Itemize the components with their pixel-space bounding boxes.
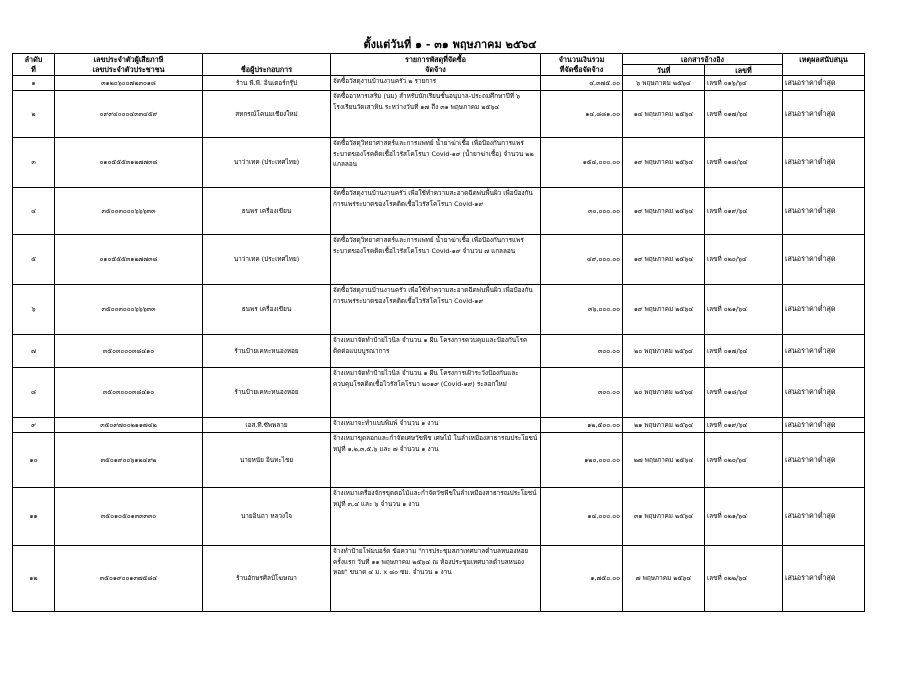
cell-description: จัดซื้อวัสดุงานบ้านงานครัว เพื่อใช้ทำความสะอาดฉีดพ่นพื้นผิว เพื่อป้องกันการแพร่ระบาดของโรคติดเชื้อไวรัสโคโรนา Covid-๑๙ (331, 285, 541, 335)
cell-ref-no: เลขที่ ๐๑๖/๖๔ (705, 76, 783, 91)
table-row (13, 285, 865, 335)
cell-ref-date: ๑๙ พฤษภาคม ๒๕๖๔ (623, 188, 705, 235)
table-row (13, 418, 865, 433)
cell-tax-id: ๓๑๒๐๖๐๐๗๒๓๐๑๘ (55, 76, 203, 91)
cell-no: ๑๐ (13, 433, 55, 488)
cell-amount: ๑๔,๘๘๑.๐๐ (541, 91, 623, 138)
header-item: รายการพัสดุที่จัดซื้อ (331, 54, 541, 65)
header-tax-id-2: เลขประจำตัวประชาชน (55, 65, 203, 76)
cell-vendor: นายหนัย อินทะไชย (203, 433, 331, 488)
table-row (13, 433, 865, 488)
cell-vendor: นายอินถา หลวงใจ (203, 488, 331, 546)
cell-description: จ้างเหมาขุดลอกและกำจัดเศษวัชพืช เศษไม้ ในลำเหมืองสาธารณประโยชน์ หมู่ที่ ๑,๒,๓,๕,๖ และ ๗ จำนวน ๑ งาน (331, 433, 541, 488)
header-no-2: ที่ (13, 65, 55, 76)
cell-description: จ้างเหมาจัดทำป้ายไวนิล จำนวน ๑ ผืน โครงการควบคุมและป้องกันโรคติดต่อแบบบูรณาการ (331, 335, 541, 368)
cell-no: ๑๑ (13, 488, 55, 546)
header-reason: เหตุผลสนับสนุน (783, 54, 865, 65)
table-row (13, 76, 865, 91)
cell-amount: ๑๕๔,๐๐๐.๐๐ (541, 138, 623, 188)
table-row (13, 235, 865, 285)
header-vendor-top (203, 54, 331, 65)
cell-reason: เสนอราคาต่ำสุด (783, 76, 865, 91)
cell-tax-id: ๓๕๐๐๓๐๐๐๖๖๖๓๓ (55, 188, 203, 235)
cell-description: จ้างเหมาจัดทำป้ายไวนิล จำนวน ๑ ผืน โครงการเฝ้าระวังป้องกันและควบคุมโรคติดเชื้อไวรัสโคโรนา ๒๐๑๙ (Covid-๑๙) ระลอกใหม่ (331, 368, 541, 418)
cell-description: จ้างทำป้ายโฟมบอร์ด ข้อความ "การประชุมสภาเทศบาลตำบลหนองหอย ครั้งแรก วันที่ ๑๑ พฤษภาคม ๒๕๖๔ ณ ห้องประชุมเทศบาลตำบลหนองหอย" ขนาด ๔ ม. x ๘๐ ซม. จำนวน ๑ งาน (331, 546, 541, 612)
cell-no: ๒ (13, 91, 55, 138)
cell-description: จัดซื้อวัสดุงานบ้านงานครัว ๒ รายการ (331, 76, 541, 91)
cell-tax-id: ๓๕๐๓๐๐๐๓๘๔๑๐ (55, 368, 203, 418)
header-reference: เอกสารอ้างอิง (623, 54, 783, 65)
cell-vendor: ร้านป้ายเคหะหนองหอย (203, 368, 331, 418)
cell-no: ๑๒ (13, 546, 55, 612)
cell-tax-id: ๐๑๐๕๕๕๓๑๒๗๗๓๘ (55, 138, 203, 188)
cell-ref-date: ๗ พฤษภาคม ๒๕๖๔ (623, 546, 705, 612)
cell-ref-no: เลขที่ ๐๑๗/๖๔ (705, 91, 783, 138)
header-no: ลำดับ (13, 54, 55, 65)
cell-amount: ๑๒๐,๐๐๐.๐๐ (541, 433, 623, 488)
cell-ref-no: เลขที่ ๐๒๐/๖๔ (705, 433, 783, 488)
procurement-table (12, 53, 865, 612)
cell-ref-date: ๑๔ พฤษภาคม ๒๕๖๔ (623, 91, 705, 138)
header-amount-2: ที่จัดซื้อจัดจ้าง (541, 65, 623, 76)
cell-tax-id: ๓๕๐๑๙๐๐๑๓๗๕๘๔ (55, 546, 203, 612)
cell-ref-date: ๒๐ พฤษภาคม ๒๕๖๔ (623, 368, 705, 418)
header-ref-no: เลขที่ (705, 65, 783, 76)
cell-reason: เสนอราคาต่ำสุด (783, 91, 865, 138)
table-row (13, 188, 865, 235)
cell-no: ๕ (13, 235, 55, 285)
cell-vendor: สหกรณ์โคนมเชียงใหม่ (203, 91, 331, 138)
cell-tax-id: ๐๑๐๕๕๕๓๑๒๗๗๓๘ (55, 235, 203, 285)
cell-no: ๓ (13, 138, 55, 188)
cell-ref-date: ๑๙ พฤษภาคม ๒๕๖๔ (623, 235, 705, 285)
table-row (13, 335, 865, 368)
cell-amount: ๓๐,๐๐๐.๐๐ (541, 188, 623, 235)
table-row (13, 368, 865, 418)
cell-description: จ้างเหมาจะทำแบบพิมพ์ จำนวน ๑ งาน (331, 418, 541, 433)
header-row-1 (13, 54, 865, 65)
cell-vendor: ร้านป้ายเคหะหนองหอย (203, 335, 331, 368)
cell-reason: เสนอราคาต่ำสุด (783, 188, 865, 235)
cell-amount: ๑๒,๕๐๐.๐๐ (541, 418, 623, 433)
cell-no: ๖ (13, 285, 55, 335)
cell-vendor: ร้านอักษรศิลป์โฆษณา (203, 546, 331, 612)
cell-ref-no: เลขที่ ๐๒๐/๖๔ (705, 235, 783, 285)
cell-tax-id: ๓๕๐๑๙๐๐๖๑๒๔๙๒ (55, 433, 203, 488)
cell-reason: เสนอราคาต่ำสุด (783, 418, 865, 433)
cell-description: จ้างเหมาเครื่องจักรขุดตอไม้และกำจัดวัชพืชในลำเหมืองสาธารณประโยชน์ หมู่ที่ ๓,๔ และ ๖ จำนวน ๑ งาน (331, 488, 541, 546)
table-row (13, 546, 865, 612)
header-tax-id: เลขประจำตัวผู้เสียภาษี (55, 54, 203, 65)
cell-ref-no: เลขที่ ๐๑๙/๖๔ (705, 188, 783, 235)
cell-no: ๙ (13, 418, 55, 433)
cell-description: จัดซื้อวัสดุวิทยาศาสตร์และการแพทย์ น้ำยาฆ่าเชื้อ เพื่อป้องกันการแพร่ระบาดของโรคติดเชื้อไวรัสโคโรนา Covid-๑๙ จำนวน ๗ แกลลอน (331, 235, 541, 285)
cell-ref-no: เลขที่ ๐๑๘/๖๔ (705, 138, 783, 188)
cell-amount: ๑,๗๕๐.๐๐ (541, 546, 623, 612)
header-amount: จำนวนเงินรวม (541, 54, 623, 65)
cell-ref-date: ๒๗ พฤษภาคม ๒๕๖๔ (623, 433, 705, 488)
page-title: ตั้งแต่วันที่ ๑ - ๓๑ พฤษภาคม ๒๕๖๔ (363, 38, 537, 51)
cell-description: จัดซื้อวัสดุวิทยาศาสตร์และการแพทย์ น้ำยาฆ่าเชื้อ เพื่อป้องกันการแพร่ระบาดของโรคติดเชื้อไวรัสโคโรนา Covid-๑๙ (น้ำยาฆ่าเชื้อ) จำนวน ๒๒ แกลลอน (331, 138, 541, 188)
cell-ref-no: เลขที่ ๐๒๑/๖๔ (705, 285, 783, 335)
header-reason-2 (783, 65, 865, 76)
cell-no: ๗ (13, 335, 55, 368)
cell-amount: ๔๙,๐๐๐.๐๐ (541, 235, 623, 285)
cell-reason: เสนอราคาต่ำสุด (783, 138, 865, 188)
cell-vendor: นาว่าเทค (ประเทศไทย) (203, 138, 331, 188)
table-row (13, 138, 865, 188)
cell-reason: เสนอราคาต่ำสุด (783, 335, 865, 368)
cell-description: จัดซื้ออาหารเสริม (นม) สำหรับนักเรียนชั้นอนุบาล-ประถมศึกษาปีที่ ๖ โรงเรียนวัดเสาหิน ระหว่างวันที่ ๑๗ ถึง ๓๑ พฤษภาคม ๒๕๖๔ (331, 91, 541, 138)
header-vendor: ชื่อผู้ประกอบการ (203, 65, 331, 76)
cell-tax-id: ๓๕๐๙๗๐๐๒๑๑๗๔๒ (55, 418, 203, 433)
cell-reason: เสนอราคาต่ำสุด (783, 368, 865, 418)
cell-amount: ๔,๓๗๕.๐๐ (541, 76, 623, 91)
cell-description: จัดซื้อวัสดุงานบ้านงานครัว เพื่อใช้ทำความสะอาดฉีดพ่นพื้นผิว เพื่อป้องกันการแพร่ระบาดของโรคติดเชื้อไวรัสโคโรนา Covid-๑๙ (331, 188, 541, 235)
cell-ref-date: ๑๙ พฤษภาคม ๒๕๖๔ (623, 285, 705, 335)
header-item-2: จัดจ้าง (331, 65, 541, 76)
cell-reason: เสนอราคาต่ำสุด (783, 235, 865, 285)
table-row (13, 91, 865, 138)
table-row (13, 488, 865, 546)
cell-ref-date: ๒๑ พฤษภาคม ๒๕๖๔ (623, 418, 705, 433)
cell-amount: ๓๖,๐๐๐.๐๐ (541, 285, 623, 335)
cell-vendor: ธนพร เครื่องเขียน (203, 188, 331, 235)
header-row-2 (13, 65, 865, 76)
header-ref-date: วันที่ (623, 65, 705, 76)
cell-no: ๔ (13, 188, 55, 235)
cell-tax-id: ๓๕๐๓๐๐๐๓๘๔๑๐ (55, 335, 203, 368)
cell-ref-date: ๖ พฤษภาคม ๒๕๖๔ (623, 76, 705, 91)
cell-vendor: ธนพร เครื่องเขียน (203, 285, 331, 335)
cell-ref-no: เลขที่ ๐๒๒/๖๔ (705, 546, 783, 612)
cell-vendor: นาว่าเทค (ประเทศไทย) (203, 235, 331, 285)
cell-amount: ๓๐๐.๐๐ (541, 335, 623, 368)
cell-no: ๘ (13, 368, 55, 418)
cell-amount: ๑๔,๐๐๐.๐๐ (541, 488, 623, 546)
cell-ref-date: ๒๐ พฤษภาคม ๒๕๖๔ (623, 335, 705, 368)
cell-ref-date: ๓๑ พฤษภาคม ๒๕๖๔ (623, 488, 705, 546)
cell-reason: เสนอราคาต่ำสุด (783, 433, 865, 488)
cell-ref-no: เลขที่ ๐๑๗/๖๔ (705, 335, 783, 368)
cell-reason: เสนอราคาต่ำสุด (783, 488, 865, 546)
cell-ref-no: เลขที่ ๐๑๙/๖๔ (705, 418, 783, 433)
cell-tax-id: ๓๕๐๐๓๐๐๐๖๖๖๓๓ (55, 285, 203, 335)
cell-ref-no: เลขที่ ๐๒๑/๖๔ (705, 488, 783, 546)
cell-reason: เสนอราคาต่ำสุด (783, 546, 865, 612)
cell-tax-id: ๐๙๙๔๐๐๐๔๓๓๔๕๙ (55, 91, 203, 138)
cell-vendor: เอส.ที.ซัพพลาย (203, 418, 331, 433)
cell-vendor: ร้าน พี.พี. อินเตอร์กรุ๊ป (203, 76, 331, 91)
cell-reason: เสนอราคาต่ำสุด (783, 285, 865, 335)
cell-tax-id: ๓๕๐๑๐๕๐๑๓๓๓๓๐ (55, 488, 203, 546)
cell-ref-date: ๑๙ พฤษภาคม ๒๕๖๔ (623, 138, 705, 188)
cell-amount: ๓๐๐.๐๐ (541, 368, 623, 418)
cell-no: ๑ (13, 76, 55, 91)
cell-ref-no: เลขที่ ๐๑๘/๖๔ (705, 368, 783, 418)
